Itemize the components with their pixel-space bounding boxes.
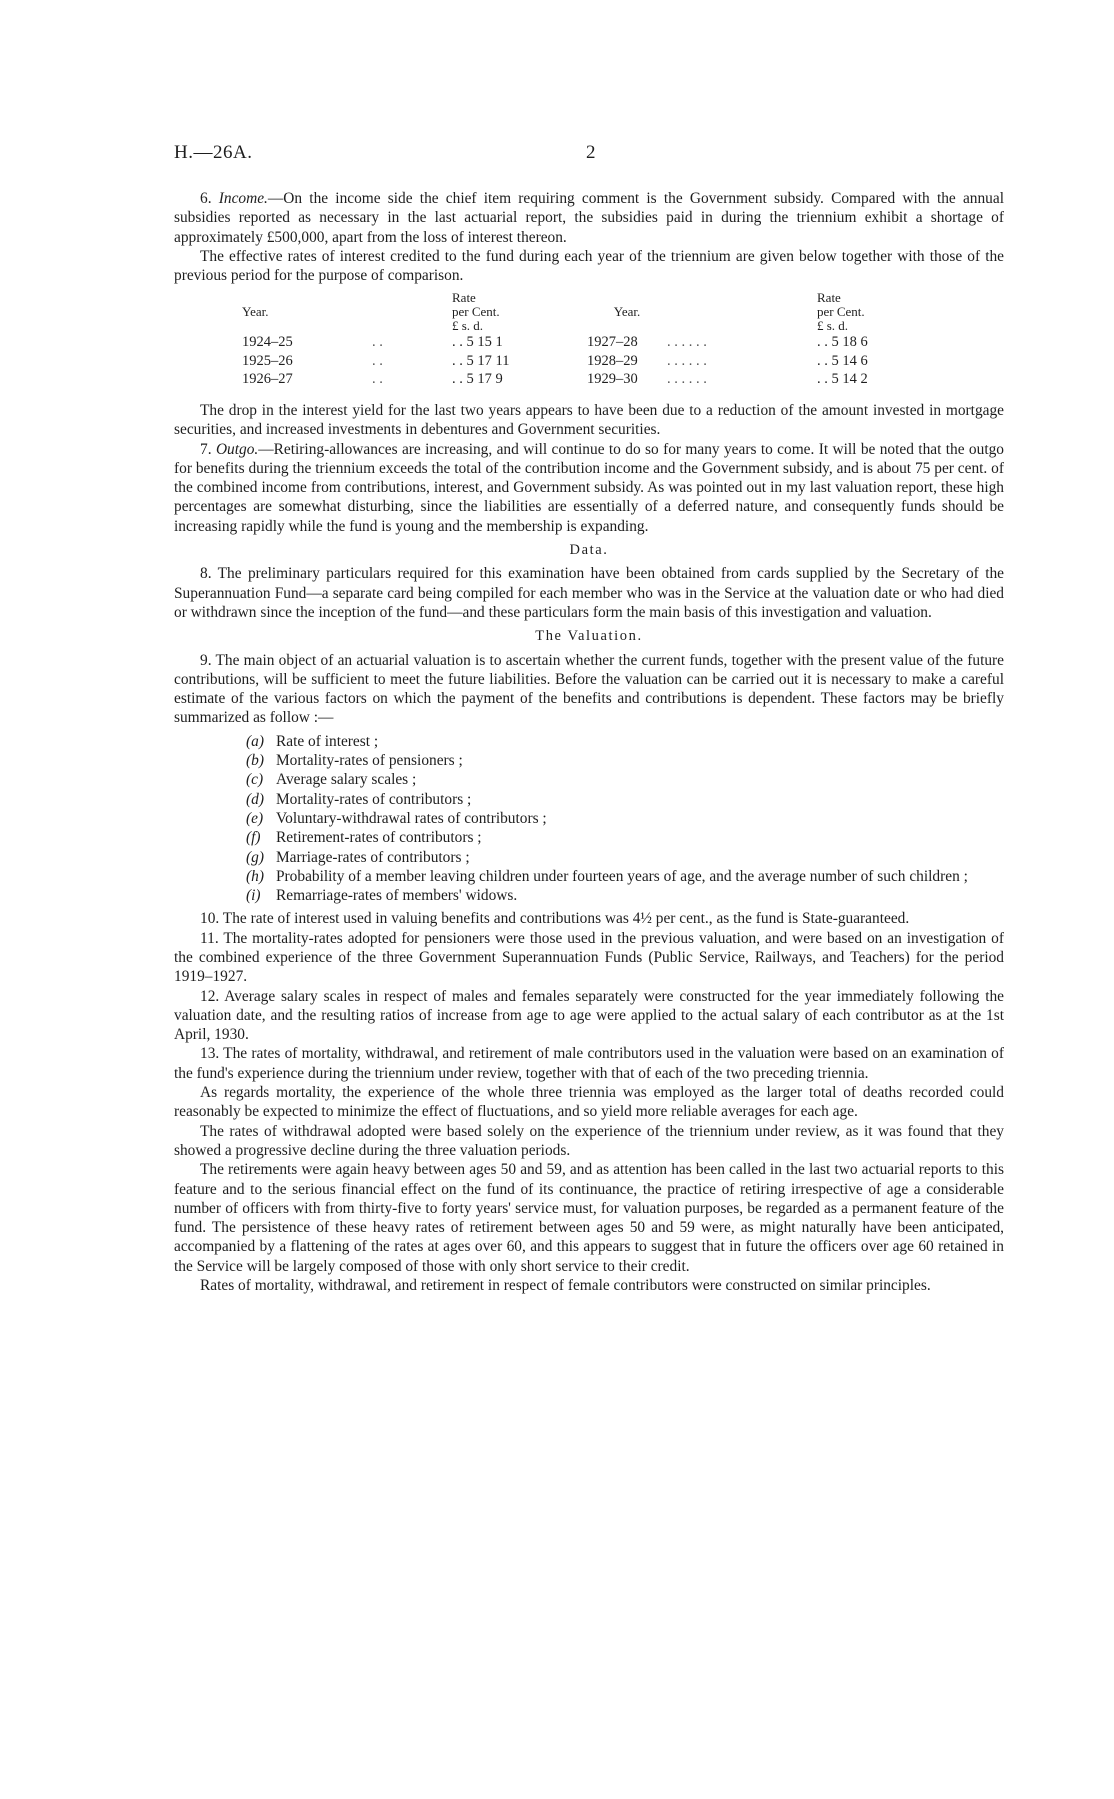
leader-dots: . . . . . . <box>667 352 707 369</box>
page-number: 2 <box>586 142 596 163</box>
section-heading-data: Data. <box>569 542 609 559</box>
list-item-text: Mortality-rates of contributors ; <box>276 790 472 808</box>
spacer <box>372 291 452 305</box>
paragraph-10: 10. The rate of interest used in valuing benefits and contributions was 4½ per cent., as the fund is State-guaranteed. <box>200 910 910 928</box>
paragraph-13-withdrawal: The rates of withdrawal adopted were based solely on the experience of the triennium under review, as it was found that they showed a progressive decline during the three valuation periods. <box>174 1122 1004 1159</box>
list-item-label: (f) <box>246 829 261 847</box>
paragraph-title-income: Income. <box>218 190 268 207</box>
list-item <box>246 751 1004 770</box>
valuation-factors-list <box>246 732 1004 906</box>
list-item-label: (g) <box>246 848 264 866</box>
col-year-left <box>242 291 372 305</box>
col-per-cent-right: per Cent. <box>817 304 865 320</box>
paragraph-13-mortality: As regards mortality, the experience of the whole three triennia was employed as the larger total of deaths recorded could reasonably be expected to minimize the effect of fluctuations, and so yield more reliable averages for each age. <box>174 1084 1004 1121</box>
list-item <box>246 770 1004 789</box>
spacer <box>557 352 587 371</box>
rate-cell: . . 5 15 1 <box>452 334 503 351</box>
list-item-text: Probability of a member leaving children under fourteen years of age, and the average number of such children ; <box>276 867 968 885</box>
list-item-label: (b) <box>246 752 264 770</box>
leader-dots: . . . . . . <box>667 334 707 351</box>
list-item <box>246 867 1004 886</box>
list-item-label: (i) <box>246 887 261 905</box>
spacer <box>557 370 587 389</box>
list-item <box>246 732 1004 751</box>
paragraph-number: 6. <box>200 190 212 207</box>
col-units-left: £ s. d. <box>452 318 484 334</box>
paragraph-6-interest-drop: The drop in the interest yield for the last two years appears to have been due to a reduction of the amount invested in mortgage securities, and increased investments in debentures and Government securities. <box>174 401 1004 439</box>
list-item-label: (d) <box>246 790 264 808</box>
list-item-label: (c) <box>246 771 264 789</box>
rate-cell: . . 5 18 6 <box>817 334 868 351</box>
spacer <box>667 305 817 319</box>
paragraph-12: 12. Average salary scales in respect of males and females separately were constructed for the year immediately following the valuation date, and the resulting ratios of increase from age to age were applied to the actual salary of each contributor as at the 1st April, 1930. <box>174 987 1004 1044</box>
spacer <box>587 291 667 305</box>
leader-dots: . . . . . . <box>667 371 707 388</box>
body-text <box>174 189 1004 1295</box>
paragraph-9: 9. The main object of an actuarial valuation is to ascertain whether the current funds, together with the present value of the future contributions, will be sufficient to meet the future liabilities. Before the valuation can be carried out it is necessary to make a careful estimate of the various factors on which the payment of the benefits and contributions is dependent. These factors may be briefly summarized as follow :— <box>174 651 1004 727</box>
spacer <box>557 333 587 352</box>
col-per-cent-left: per Cent. <box>452 304 500 320</box>
paragraph-13-retirements: The retirements were again heavy between ages 50 and 59, and as attention has been called in the last two actuarial reports to this feature and to the serious financial effect on the fund of its continuance, the practice of retiring irrespective of age a considerable number of officers with from thirty-five to forty years' service must, for valuation purposes, be regarded as a permanent feature of the fund. The persistence of these heavy rates of retirement between ages 50 and 59 were, as might naturally have been anticipated, accompanied by a flattening of the rates at ages over 60, and this appears to suggest that in future the officers over age 60 retained in the Service will be largely composed of those with only short service to their credit. <box>174 1161 1004 1275</box>
section-heading-valuation: The Valuation. <box>535 628 643 645</box>
list-item-text: Voluntary-withdrawal rates of contributors ; <box>276 809 547 827</box>
leader-dots: . . <box>372 352 383 369</box>
year-cell: 1928–29 <box>587 352 638 369</box>
year-cell: 1929–30 <box>587 371 638 388</box>
col-year-label: Year. <box>242 304 269 320</box>
paragraph-7-text: —Retiring-allowances are increasing, and will continue to do so for many years to come. It will be noted that the outgo for benefits during the triennium exceeds the total of the contribution income and the Government subsidy, and is about 75 per cent. of the combined income from contributions, interest, and Government subsidy. As was pointed out in my last valuation report, these high percentages are somewhat disturbing, since the liabilities are essentially of a deferred nature, and consequently funds should be increasing rapidly while the fund is young and the membership is expanding. <box>174 440 1004 535</box>
list-item-text: Mortality-rates of pensioners ; <box>276 752 463 770</box>
col-units-right: £ s. d. <box>817 318 849 334</box>
list-item <box>246 848 1004 867</box>
list-item-text: Remarriage-rates of members' widows. <box>276 887 518 905</box>
paragraph-11: 11. The mortality-rates adopted for pensioners were those used in the previous valuation, and were based on an investigation of the combined experience of the three Government Superannuation Funds (Public Service, Railways, and Teachers) for the period 1919–1927. <box>174 929 1004 986</box>
year-cell: 1926–27 <box>242 371 293 388</box>
paragraph-number: 7. <box>200 440 212 458</box>
year-cell: 1927–28 <box>587 334 638 351</box>
table-header-row <box>242 291 922 305</box>
list-item-text: Marriage-rates of contributors ; <box>276 848 470 866</box>
spacer <box>667 319 817 333</box>
spacer <box>557 319 587 333</box>
list-item-label: (a) <box>246 732 264 750</box>
paragraph-7 <box>174 440 1004 536</box>
year-cell: 1925–26 <box>242 352 293 369</box>
col-rate-left: Rate <box>452 290 476 306</box>
list-item-text: Retirement-rates of contributors ; <box>276 829 482 847</box>
report-reference: H.—26A. <box>174 142 253 163</box>
year-cell: 1924–25 <box>242 334 293 351</box>
list-item <box>246 828 1004 847</box>
list-item-text: Rate of interest ; <box>276 732 379 750</box>
col-year-label: Year. <box>613 304 641 320</box>
table-row <box>242 333 922 352</box>
paragraph-6-text: —On the income side the chief item requiring comment is the Government subsidy. Compared with the annual subsidies reported as necessary in the last actuarial report, the subsidies paid in during the triennium exhibit a shortage of approximately £500,000, apart from the loss of interest thereon. <box>174 190 1004 246</box>
list-item <box>246 809 1004 828</box>
list-item-label: (h) <box>246 867 264 885</box>
leader-dots: . . <box>372 334 383 351</box>
spacer <box>557 291 587 305</box>
rate-cell: . . 5 14 6 <box>817 352 868 369</box>
paragraph-title-outgo: Outgo. <box>215 440 259 458</box>
table-header-row <box>242 305 922 319</box>
col-rate-right: Rate <box>817 290 841 306</box>
spacer <box>587 319 667 333</box>
spacer <box>667 291 817 305</box>
spacer <box>557 305 587 319</box>
paragraph-8: 8. The preliminary particulars required for this examination have been obtained from cards supplied by the Secretary of the Superannuation Fund—a separate card being compiled for each member who was in the Service at the valuation date or who had died or withdrawn since the inception of the fund—and these particulars form the main basis of this investigation and valuation. <box>174 565 1004 621</box>
rate-cell: . . 5 14 2 <box>817 371 868 388</box>
paragraph-13-female-rates: Rates of mortality, withdrawal, and retirement in respect of female contributors were constructed on similar principles. <box>200 1277 931 1295</box>
paragraph-6-rates-intro: The effective rates of interest credited to the fund during each year of the triennium are given below together with those of the previous period for the purpose of comparison. <box>174 247 1004 285</box>
list-item <box>246 886 1004 905</box>
table-row <box>242 352 922 371</box>
interest-rate-table <box>242 291 922 389</box>
spacer <box>242 319 372 333</box>
table-header-row <box>242 319 922 333</box>
spacer <box>372 319 452 333</box>
list-item <box>246 790 1004 809</box>
paragraph-13: 13. The rates of mortality, withdrawal, and retirement of male contributors used in the valuation were based on an examination of the fund's experience during the triennium under review, together with that of each of the two preceding triennia. <box>174 1045 1004 1082</box>
list-item-label: (e) <box>246 809 264 827</box>
list-item-text: Average salary scales ; <box>276 771 417 789</box>
spacer <box>372 305 452 319</box>
rate-cell: . . 5 17 9 <box>452 371 503 388</box>
leader-dots: . . <box>372 371 383 388</box>
rate-cell: . . 5 17 11 <box>452 352 510 369</box>
table-row <box>242 370 922 389</box>
paragraph-6 <box>174 189 1004 247</box>
